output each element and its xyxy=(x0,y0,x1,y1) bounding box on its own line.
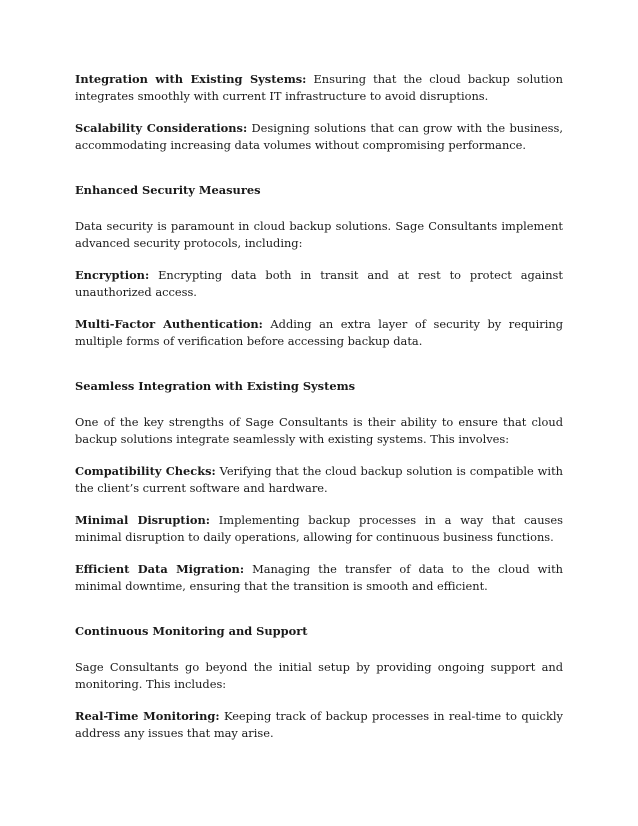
item-term: Real-Time Monitoring: xyxy=(75,709,220,723)
item-term: Multi-Factor Authentication: xyxy=(75,317,263,331)
item-scalability xyxy=(75,120,563,154)
item-term: Minimal Disruption: xyxy=(75,513,210,527)
section-heading-security: Enhanced Security Measures xyxy=(75,183,261,197)
item-text: Implementing backup processes in a way that causes minimal disruption to daily operations, allowing for continuous business functions. xyxy=(75,513,563,544)
item-text: Adding an extra layer of security by requiring multiple forms of verification before accessing backup data. xyxy=(75,317,563,348)
item-text: Ensuring that the cloud backup solution integrates smoothly with current IT infrastructure to avoid disruptions. xyxy=(75,72,563,103)
item-term: Efficient Data Migration: xyxy=(75,562,245,576)
item-integration xyxy=(75,71,563,105)
item-text: Keeping track of backup processes in real-time to quickly address any issues that may arise. xyxy=(75,709,563,740)
item-text: Managing the transfer of data to the cloud with minimal downtime, ensuring that the transition is smooth and efficient. xyxy=(75,562,563,593)
item-term: Compatibility Checks: xyxy=(75,464,216,478)
item-term: Integration with Existing Systems: xyxy=(75,72,307,86)
item-term: Scalability Considerations: xyxy=(75,121,248,135)
section-heading-monitoring: Continuous Monitoring and Support xyxy=(75,624,308,638)
item-encryption xyxy=(75,267,563,301)
section-intro-monitoring: Sage Consultants go beyond the initial setup by providing ongoing support and monitoring. This includes: xyxy=(75,660,563,691)
item-data-migration xyxy=(75,561,563,595)
item-minimal-disruption xyxy=(75,512,563,546)
section-intro-security: Data security is paramount in cloud backup solutions. Sage Consultants implement advanced security protocols, including: xyxy=(75,219,563,250)
item-text: Designing solutions that can grow with the business, accommodating increasing data volumes without compromising performance. xyxy=(75,121,563,152)
item-compatibility xyxy=(75,463,563,497)
item-realtime-monitoring xyxy=(75,708,563,742)
item-text: Verifying that the cloud backup solution is compatible with the client’s current software and hardware. xyxy=(75,464,563,495)
item-term: Encryption: xyxy=(75,268,150,282)
item-mfa xyxy=(75,316,563,350)
document-page xyxy=(75,71,563,742)
section-intro-integration: One of the key strengths of Sage Consultants is their ability to ensure that cloud backup solutions integrate seamlessly with existing systems. This involves: xyxy=(75,415,563,446)
section-heading-integration: Seamless Integration with Existing Systems xyxy=(75,379,356,393)
item-text: Encrypting data both in transit and at rest to protect against unauthorized access. xyxy=(75,268,563,299)
